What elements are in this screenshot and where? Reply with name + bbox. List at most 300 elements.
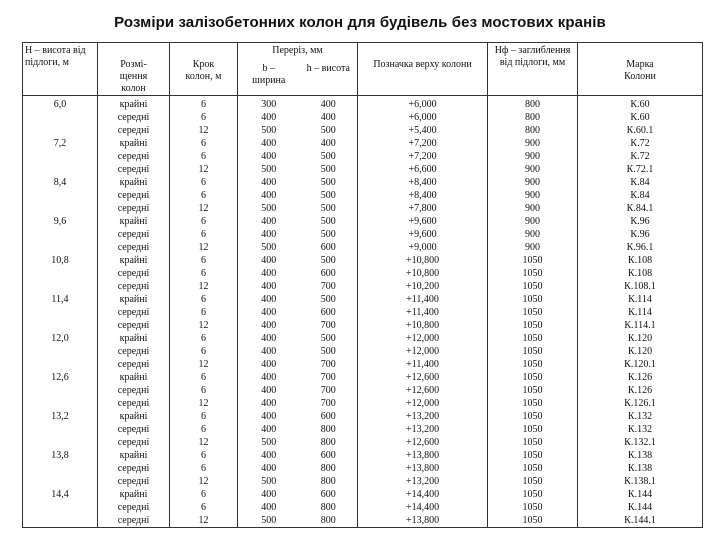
cell-top-mark: +12,600: [358, 371, 488, 384]
cell-hf: 900: [488, 215, 578, 228]
cell-section-height: 500: [300, 293, 358, 306]
cell-height: 13,8: [23, 449, 98, 462]
cell-height: 9,6: [23, 215, 98, 228]
cell-hf: 800: [488, 96, 578, 112]
cell-section-height: 500: [300, 228, 358, 241]
cell-position: крайні: [98, 96, 170, 112]
cell-top-mark: +10,800: [358, 319, 488, 332]
cell-position: крайні: [98, 293, 170, 306]
cell-step: 12: [170, 358, 238, 371]
table-row: [23, 96, 703, 112]
table-row: [23, 241, 703, 254]
cell-width: 400: [238, 293, 300, 306]
table-row: [23, 449, 703, 462]
cell-width: 400: [238, 176, 300, 189]
cell-top-mark: +5,400: [358, 124, 488, 137]
table-row: [23, 462, 703, 475]
cell-step: 6: [170, 501, 238, 514]
cell-step: 6: [170, 111, 238, 124]
cell-step: 12: [170, 397, 238, 410]
cell-section-height: 600: [300, 267, 358, 280]
cell-height: [23, 436, 98, 449]
cell-width: 400: [238, 228, 300, 241]
cell-step: 6: [170, 488, 238, 501]
cell-step: 12: [170, 514, 238, 528]
cell-hf: 1050: [488, 488, 578, 501]
cell-width: 400: [238, 189, 300, 202]
cell-brand: К.96: [578, 228, 703, 241]
cell-step: 6: [170, 410, 238, 423]
cell-step: 6: [170, 462, 238, 475]
cell-hf: 900: [488, 241, 578, 254]
cell-step: 6: [170, 371, 238, 384]
cell-section-height: 800: [300, 514, 358, 528]
cell-height: 6,0: [23, 96, 98, 112]
cell-height: 11,4: [23, 293, 98, 306]
header-position-text: Розмі-щення колон: [119, 59, 148, 94]
cell-section-height: 500: [300, 150, 358, 163]
cell-brand: К.138.1: [578, 475, 703, 488]
cell-hf: 1050: [488, 397, 578, 410]
cell-width: 400: [238, 371, 300, 384]
header-brand: [578, 43, 703, 96]
cell-width: 400: [238, 215, 300, 228]
cell-width: 400: [238, 137, 300, 150]
cell-top-mark: +12,600: [358, 384, 488, 397]
table-row: [23, 436, 703, 449]
cell-position: середні: [98, 228, 170, 241]
cell-step: 6: [170, 96, 238, 112]
table-row: [23, 176, 703, 189]
cell-brand: К.114.1: [578, 319, 703, 332]
cell-hf: 900: [488, 137, 578, 150]
cell-width: 400: [238, 254, 300, 267]
cell-width: 500: [238, 514, 300, 528]
cell-top-mark: +10,800: [358, 267, 488, 280]
cell-top-mark: +6,600: [358, 163, 488, 176]
cell-step: 6: [170, 254, 238, 267]
cell-top-mark: +7,800: [358, 202, 488, 215]
page-title: Розміри залізобетонних колон для будівель без мостових кранів: [114, 14, 606, 31]
cell-step: 12: [170, 241, 238, 254]
cell-hf: 900: [488, 176, 578, 189]
cell-position: середні: [98, 514, 170, 528]
cell-top-mark: +6,000: [358, 111, 488, 124]
cell-brand: К.138: [578, 462, 703, 475]
cell-height: [23, 267, 98, 280]
cell-position: середні: [98, 202, 170, 215]
cell-top-mark: +14,400: [358, 488, 488, 501]
cell-step: 6: [170, 228, 238, 241]
cell-height: [23, 514, 98, 528]
header-section: Переріз, мм: [238, 43, 358, 62]
cell-top-mark: +13,200: [358, 423, 488, 436]
cell-height: [23, 384, 98, 397]
cell-hf: 800: [488, 124, 578, 137]
cell-brand: К.114: [578, 306, 703, 319]
cell-brand: К.108.1: [578, 280, 703, 293]
cell-hf: 1050: [488, 280, 578, 293]
cell-position: середні: [98, 111, 170, 124]
cell-hf: 1050: [488, 462, 578, 475]
cell-section-height: 500: [300, 163, 358, 176]
cell-hf: 900: [488, 163, 578, 176]
header-step-text: Крок колон, м: [185, 59, 222, 82]
cell-brand: К.60: [578, 96, 703, 112]
cell-position: середні: [98, 501, 170, 514]
header-hf: [488, 43, 578, 96]
table-row: [23, 514, 703, 528]
cell-position: крайні: [98, 371, 170, 384]
table-row: [23, 475, 703, 488]
cell-brand: К.144: [578, 501, 703, 514]
cell-section-height: 700: [300, 358, 358, 371]
cell-hf: 900: [488, 189, 578, 202]
cell-position: середні: [98, 280, 170, 293]
header-position: [98, 43, 170, 96]
table-row: [23, 137, 703, 150]
table-row: [23, 163, 703, 176]
cell-width: 400: [238, 332, 300, 345]
table-row: [23, 111, 703, 124]
cell-section-height: 600: [300, 410, 358, 423]
cell-height: [23, 397, 98, 410]
cell-section-height: 500: [300, 254, 358, 267]
cell-section-height: 500: [300, 332, 358, 345]
cell-top-mark: +8,400: [358, 189, 488, 202]
cell-width: 500: [238, 241, 300, 254]
cell-brand: К.120: [578, 332, 703, 345]
cell-hf: 1050: [488, 358, 578, 371]
cell-position: крайні: [98, 215, 170, 228]
cell-top-mark: +9,000: [358, 241, 488, 254]
cell-brand: К.132.1: [578, 436, 703, 449]
cell-top-mark: +13,800: [358, 449, 488, 462]
cell-position: середні: [98, 423, 170, 436]
cell-section-height: 700: [300, 319, 358, 332]
cell-brand: К.60: [578, 111, 703, 124]
header-h-section-text: h – висота: [306, 63, 350, 75]
cell-width: 400: [238, 410, 300, 423]
cell-brand: К.120.1: [578, 358, 703, 371]
cell-position: середні: [98, 241, 170, 254]
cell-position: середні: [98, 150, 170, 163]
cell-hf: 900: [488, 228, 578, 241]
cell-width: 400: [238, 462, 300, 475]
columns-table: [22, 42, 703, 528]
cell-top-mark: +7,200: [358, 137, 488, 150]
cell-height: 10,8: [23, 254, 98, 267]
table-row: [23, 319, 703, 332]
cell-hf: 1050: [488, 449, 578, 462]
cell-top-mark: +12,600: [358, 436, 488, 449]
cell-position: середні: [98, 319, 170, 332]
cell-section-height: 700: [300, 371, 358, 384]
cell-height: [23, 189, 98, 202]
cell-position: середні: [98, 397, 170, 410]
cell-hf: 1050: [488, 384, 578, 397]
cell-step: 6: [170, 150, 238, 163]
cell-width: 400: [238, 111, 300, 124]
table-row: [23, 345, 703, 358]
table-row: [23, 410, 703, 423]
cell-top-mark: +9,600: [358, 228, 488, 241]
cell-top-mark: +11,400: [358, 293, 488, 306]
cell-width: 500: [238, 475, 300, 488]
cell-position: крайні: [98, 488, 170, 501]
table-row: [23, 488, 703, 501]
cell-height: [23, 163, 98, 176]
cell-step: 12: [170, 163, 238, 176]
header-top-mark-text: Позначка верху колони: [373, 59, 472, 70]
cell-width: 400: [238, 384, 300, 397]
header-hf-text: Нф – заглиблення від підлоги, мм: [494, 45, 571, 68]
cell-section-height: 800: [300, 436, 358, 449]
cell-section-height: 500: [300, 189, 358, 202]
cell-height: [23, 345, 98, 358]
cell-position: крайні: [98, 176, 170, 189]
cell-section-height: 800: [300, 475, 358, 488]
cell-height: 7,2: [23, 137, 98, 150]
cell-step: 6: [170, 306, 238, 319]
cell-position: середні: [98, 267, 170, 280]
cell-height: [23, 241, 98, 254]
cell-position: середні: [98, 358, 170, 371]
cell-brand: К.72: [578, 137, 703, 150]
cell-hf: 1050: [488, 306, 578, 319]
cell-position: крайні: [98, 332, 170, 345]
cell-hf: 900: [488, 202, 578, 215]
cell-position: середні: [98, 462, 170, 475]
header-top-mark: [358, 43, 488, 96]
cell-top-mark: +12,000: [358, 397, 488, 410]
cell-height: [23, 150, 98, 163]
cell-step: 6: [170, 176, 238, 189]
cell-brand: К.144.1: [578, 514, 703, 528]
cell-step: 12: [170, 124, 238, 137]
cell-brand: К.132: [578, 423, 703, 436]
cell-section-height: 600: [300, 488, 358, 501]
cell-width: 400: [238, 319, 300, 332]
cell-brand: К.138: [578, 449, 703, 462]
cell-brand: К.126.1: [578, 397, 703, 410]
cell-step: 6: [170, 189, 238, 202]
table-row: [23, 267, 703, 280]
cell-brand: К.108: [578, 254, 703, 267]
table-row: [23, 150, 703, 163]
table-row: [23, 371, 703, 384]
cell-brand: К.126: [578, 384, 703, 397]
cell-top-mark: +13,200: [358, 410, 488, 423]
cell-position: середні: [98, 306, 170, 319]
cell-step: 6: [170, 267, 238, 280]
cell-top-mark: +10,200: [358, 280, 488, 293]
cell-hf: 1050: [488, 371, 578, 384]
cell-brand: К.60.1: [578, 124, 703, 137]
cell-width: 400: [238, 501, 300, 514]
cell-brand: К.96.1: [578, 241, 703, 254]
cell-width: 400: [238, 345, 300, 358]
cell-width: 400: [238, 358, 300, 371]
cell-hf: 1050: [488, 436, 578, 449]
table-row: [23, 397, 703, 410]
cell-position: середні: [98, 475, 170, 488]
header-width: [238, 61, 300, 95]
cell-step: 6: [170, 332, 238, 345]
cell-top-mark: +11,400: [358, 306, 488, 319]
cell-top-mark: +12,000: [358, 332, 488, 345]
cell-height: [23, 306, 98, 319]
cell-section-height: 700: [300, 397, 358, 410]
cell-step: 12: [170, 475, 238, 488]
header-h-section: [300, 61, 358, 95]
table-row: [23, 215, 703, 228]
cell-hf: 1050: [488, 293, 578, 306]
cell-width: 400: [238, 150, 300, 163]
cell-position: крайні: [98, 137, 170, 150]
cell-width: 500: [238, 202, 300, 215]
cell-position: середні: [98, 345, 170, 358]
cell-height: [23, 423, 98, 436]
table-row: [23, 124, 703, 137]
cell-top-mark: +8,400: [358, 176, 488, 189]
cell-section-height: 800: [300, 423, 358, 436]
cell-step: 12: [170, 280, 238, 293]
cell-width: 400: [238, 488, 300, 501]
cell-top-mark: +13,800: [358, 462, 488, 475]
cell-hf: 1050: [488, 423, 578, 436]
cell-section-height: 800: [300, 462, 358, 475]
cell-position: середні: [98, 189, 170, 202]
cell-step: 12: [170, 319, 238, 332]
cell-step: 6: [170, 137, 238, 150]
cell-height: 8,4: [23, 176, 98, 189]
cell-position: середні: [98, 384, 170, 397]
cell-height: 12,0: [23, 332, 98, 345]
cell-position: середні: [98, 124, 170, 137]
cell-height: [23, 501, 98, 514]
cell-step: 6: [170, 384, 238, 397]
cell-height: [23, 228, 98, 241]
table-row: [23, 202, 703, 215]
cell-height: 14,4: [23, 488, 98, 501]
cell-section-height: 800: [300, 501, 358, 514]
cell-top-mark: +9,600: [358, 215, 488, 228]
cell-height: [23, 462, 98, 475]
cell-position: крайні: [98, 449, 170, 462]
cell-step: 6: [170, 423, 238, 436]
cell-height: 13,2: [23, 410, 98, 423]
cell-brand: К.72.1: [578, 163, 703, 176]
cell-brand: К.72: [578, 150, 703, 163]
cell-hf: 1050: [488, 319, 578, 332]
cell-section-height: 500: [300, 202, 358, 215]
cell-position: крайні: [98, 254, 170, 267]
cell-height: [23, 280, 98, 293]
cell-step: 6: [170, 293, 238, 306]
cell-step: 6: [170, 215, 238, 228]
cell-height: 12,6: [23, 371, 98, 384]
cell-width: 300: [238, 96, 300, 112]
cell-step: 12: [170, 202, 238, 215]
cell-brand: К.84: [578, 189, 703, 202]
cell-section-height: 700: [300, 280, 358, 293]
cell-section-height: 500: [300, 176, 358, 189]
cell-width: 400: [238, 397, 300, 410]
cell-hf: 1050: [488, 345, 578, 358]
cell-top-mark: +13,800: [358, 514, 488, 528]
cell-hf: 900: [488, 150, 578, 163]
cell-width: 400: [238, 449, 300, 462]
cell-hf: 800: [488, 111, 578, 124]
cell-position: середні: [98, 436, 170, 449]
cell-step: 6: [170, 449, 238, 462]
cell-position: середні: [98, 163, 170, 176]
cell-height: [23, 111, 98, 124]
cell-top-mark: +12,000: [358, 345, 488, 358]
cell-height: [23, 358, 98, 371]
cell-top-mark: +13,200: [358, 475, 488, 488]
cell-section-height: 400: [300, 137, 358, 150]
cell-top-mark: +7,200: [358, 150, 488, 163]
cell-brand: К.132: [578, 410, 703, 423]
cell-brand: К.108: [578, 267, 703, 280]
cell-height: [23, 319, 98, 332]
cell-width: 400: [238, 267, 300, 280]
cell-height: [23, 124, 98, 137]
cell-hf: 1050: [488, 267, 578, 280]
cell-width: 500: [238, 436, 300, 449]
cell-hf: 1050: [488, 410, 578, 423]
cell-brand: К.126: [578, 371, 703, 384]
cell-brand: К.114: [578, 293, 703, 306]
header-height: Н – висота від підлоги, м: [23, 43, 98, 96]
table-row: [23, 358, 703, 371]
cell-section-height: 400: [300, 96, 358, 112]
cell-brand: К.96: [578, 215, 703, 228]
cell-section-height: 500: [300, 215, 358, 228]
cell-brand: К.120: [578, 345, 703, 358]
table-row: [23, 189, 703, 202]
cell-width: 500: [238, 124, 300, 137]
cell-section-height: 600: [300, 306, 358, 319]
cell-section-height: 400: [300, 111, 358, 124]
cell-section-height: 500: [300, 345, 358, 358]
cell-top-mark: +14,400: [358, 501, 488, 514]
table-row: [23, 280, 703, 293]
cell-hf: 1050: [488, 514, 578, 528]
header-width-text: b – ширина: [252, 63, 286, 87]
cell-section-height: 700: [300, 384, 358, 397]
cell-width: 400: [238, 280, 300, 293]
cell-section-height: 600: [300, 241, 358, 254]
table-row: [23, 228, 703, 241]
table-body: [23, 96, 703, 528]
cell-hf: 1050: [488, 254, 578, 267]
cell-top-mark: +11,400: [358, 358, 488, 371]
cell-position: крайні: [98, 410, 170, 423]
cell-brand: К.144: [578, 488, 703, 501]
cell-brand: К.84: [578, 176, 703, 189]
table-row: [23, 501, 703, 514]
header-brand-text: Марка Колони: [624, 59, 656, 82]
cell-width: 400: [238, 306, 300, 319]
cell-section-height: 500: [300, 124, 358, 137]
cell-section-height: 600: [300, 449, 358, 462]
cell-top-mark: +6,000: [358, 96, 488, 112]
cell-top-mark: +10,800: [358, 254, 488, 267]
table-row: [23, 293, 703, 306]
